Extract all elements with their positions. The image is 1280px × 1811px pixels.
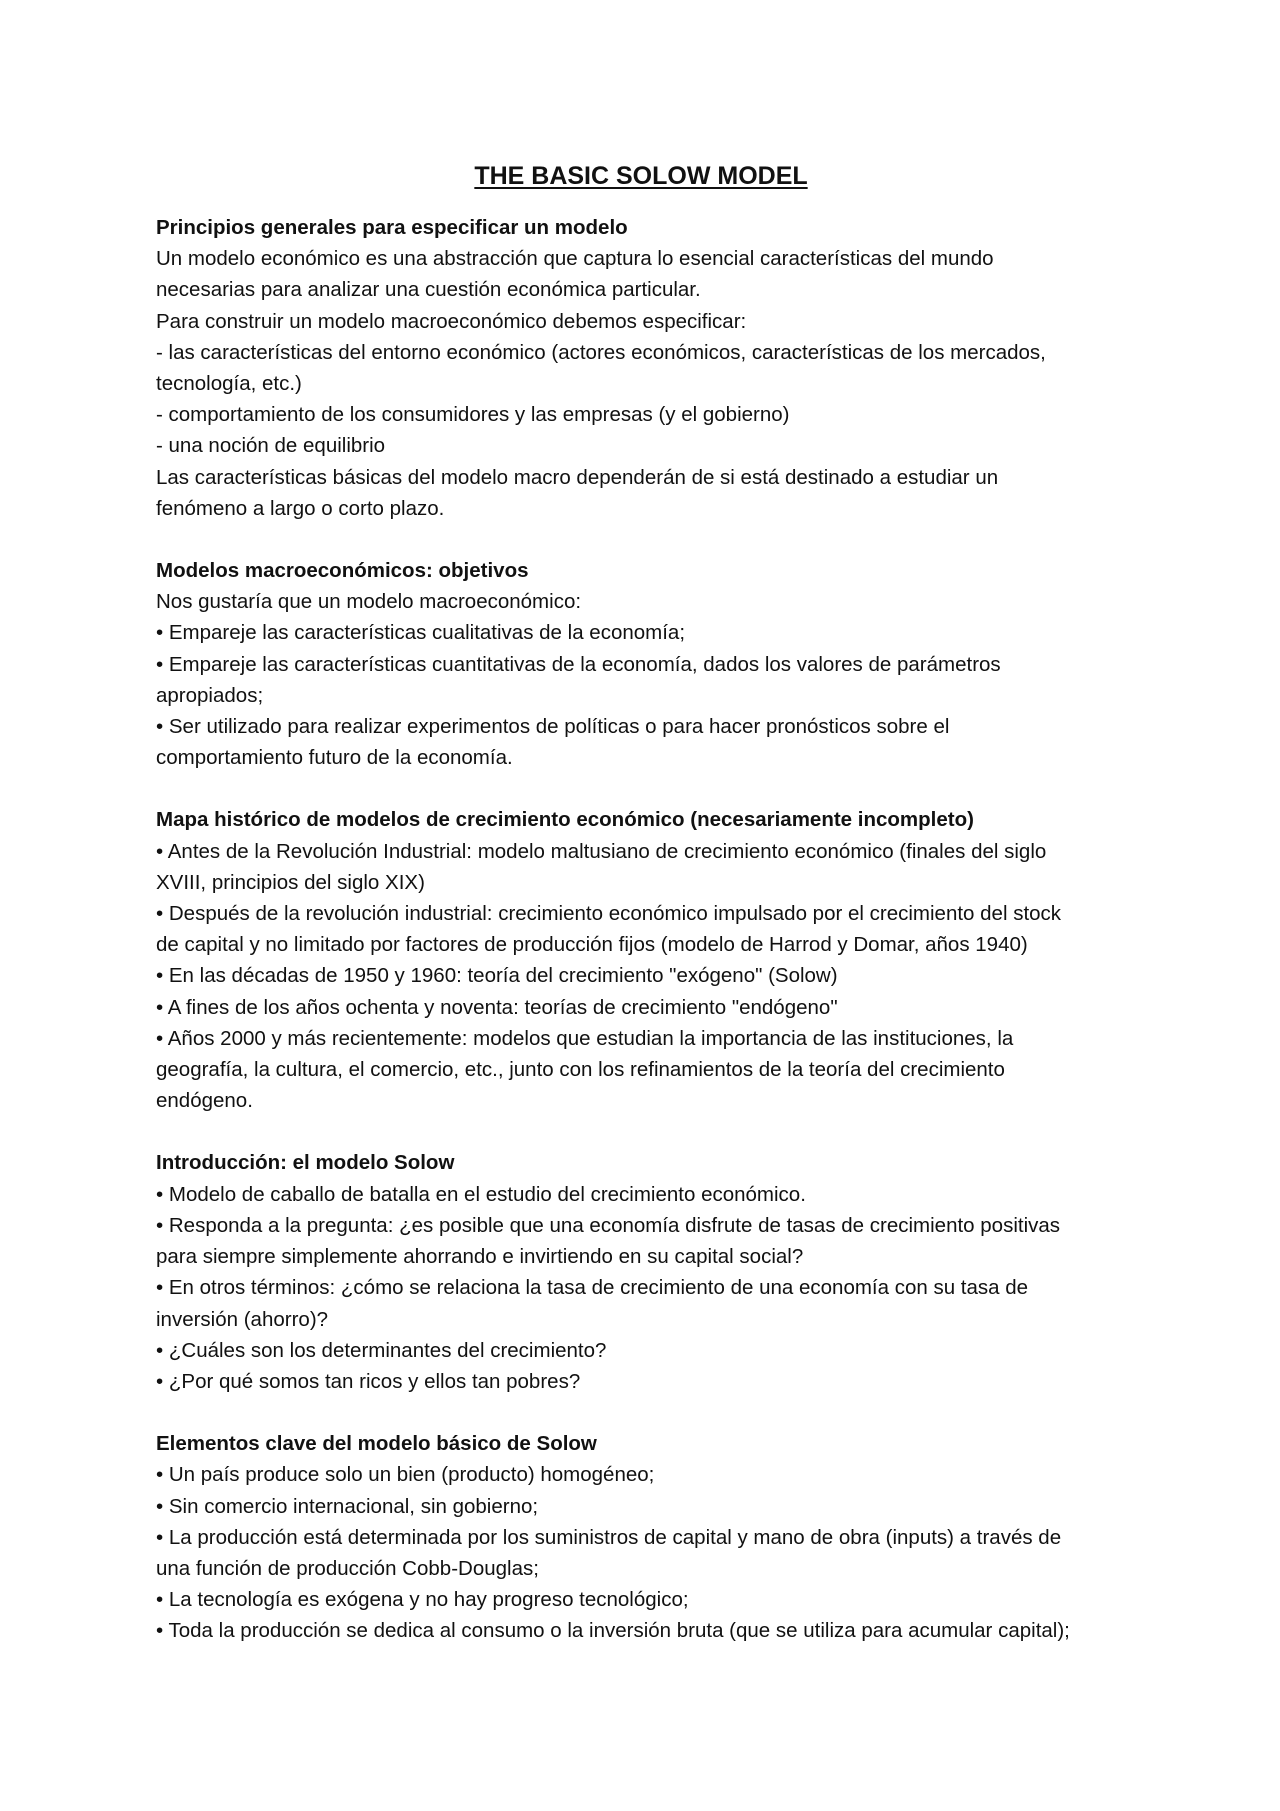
paragraph-line: • Modelo de caballo de batalla en el estudio del crecimiento económico. (156, 1182, 806, 1206)
paragraph-line: apropiados; (156, 683, 264, 707)
paragraph-line: • Años 2000 y más recientemente: modelos que estudian la importancia de las instituciones, la (156, 1026, 1014, 1050)
section (156, 555, 1126, 773)
paragraph-line: • Un país produce solo un bien (producto) homogéneo; (156, 1463, 655, 1487)
document-body (156, 212, 1126, 1647)
paragraph-line: • A fines de los años ochenta y noventa: teorías de crecimiento "endógeno" (156, 995, 838, 1019)
paragraph-line: - comportamiento de los consumidores y las empresas (y el gobierno) (156, 403, 790, 427)
paragraph-line: • La tecnología es exógena y no hay progreso tecnológico; (156, 1588, 689, 1612)
paragraph-line: - las características del entorno económico (actores económicos, características de los mercados, (156, 340, 1046, 364)
paragraph-line: • Responda a la pregunta: ¿es posible que una economía disfrute de tasas de crecimiento positivas (156, 1213, 1061, 1237)
paragraph-line: • Sin comercio internacional, sin gobierno; (156, 1494, 539, 1518)
section (156, 804, 1126, 1116)
paragraph-line: • La producción está determinada por los suministros de capital y mano de obra (inputs) a través de (156, 1525, 1062, 1549)
section (156, 212, 1126, 524)
paragraph-line: • En otros términos: ¿cómo se relaciona la tasa de crecimiento de una economía con su tasa de (156, 1276, 1029, 1300)
paragraph-line: • Antes de la Revolución Industrial: modelo maltusiano de crecimiento económico (finales del siglo (156, 839, 1047, 863)
paragraph-line: - una noción de equilibrio (156, 434, 386, 458)
paragraph-line: • Empareje las características cualitativas de la economía; (156, 621, 686, 645)
section (156, 1147, 1126, 1397)
paragraph-line: • En las décadas de 1950 y 1960: teoría del crecimiento "exógeno" (Solow) (156, 964, 838, 988)
paragraph-line: • ¿Cuáles son los determinantes del crecimiento? (156, 1338, 607, 1362)
paragraph-line: • Ser utilizado para realizar experimentos de políticas o para hacer pronósticos sobre el (156, 715, 950, 739)
paragraph-line: inversión (ahorro)? (156, 1307, 329, 1331)
paragraph-line: para siempre simplemente ahorrando e invirtiendo en su capital social? (156, 1245, 804, 1269)
section-heading: Elementos clave del modelo básico de Solow (156, 1432, 597, 1456)
paragraph-line: geografía, la cultura, el comercio, etc., junto con los refinamientos de la teoría del crecimiento (156, 1058, 1005, 1082)
section-heading: Introducción: el modelo Solow (156, 1151, 455, 1175)
paragraph-line: comportamiento futuro de la economía. (156, 746, 513, 770)
section-heading: Mapa histórico de modelos de crecimiento económico (necesariamente incompleto) (156, 808, 974, 832)
paragraph-line: necesarias para analizar una cuestión económica particular. (156, 278, 701, 302)
paragraph-line: Para construir un modelo macroeconómico debemos especificar: (156, 309, 747, 333)
paragraph-line: de capital y no limitado por factores de producción fijos (modelo de Harrod y Domar, años 1940) (156, 933, 1028, 957)
paragraph-line: fenómeno a largo o corto plazo. (156, 496, 445, 520)
document-page (156, 160, 1126, 1678)
paragraph-line: endógeno. (156, 1089, 253, 1113)
section-heading: Modelos macroeconómicos: objetivos (156, 559, 529, 583)
section-heading: Principios generales para especificar un modelo (156, 216, 628, 239)
paragraph-line: una función de producción Cobb-Douglas; (156, 1556, 539, 1580)
document-title: THE BASIC SOLOW MODEL (474, 162, 808, 190)
paragraph-line: • Empareje las características cuantitativas de la economía, dados los valores de parámetros (156, 652, 1001, 676)
paragraph-line: Las características básicas del modelo macro dependerán de si está destinado a estudiar un (156, 465, 999, 489)
paragraph-line: Nos gustaría que un modelo macroeconómico: (156, 590, 582, 614)
paragraph-line: • Toda la producción se dedica al consumo o la inversión bruta (que se utiliza para acumular capital); (156, 1619, 1070, 1643)
paragraph-line: tecnología, etc.) (156, 372, 302, 396)
section (156, 1428, 1126, 1646)
paragraph-line: • Después de la revolución industrial: crecimiento económico impulsado por el crecimiento del stock (156, 902, 1062, 926)
paragraph-line: Un modelo económico es una abstracción que captura lo esencial características del mundo (156, 247, 994, 271)
paragraph-line: XVIII, principios del siglo XIX) (156, 870, 425, 894)
paragraph-line: • ¿Por qué somos tan ricos y ellos tan pobres? (156, 1369, 581, 1393)
